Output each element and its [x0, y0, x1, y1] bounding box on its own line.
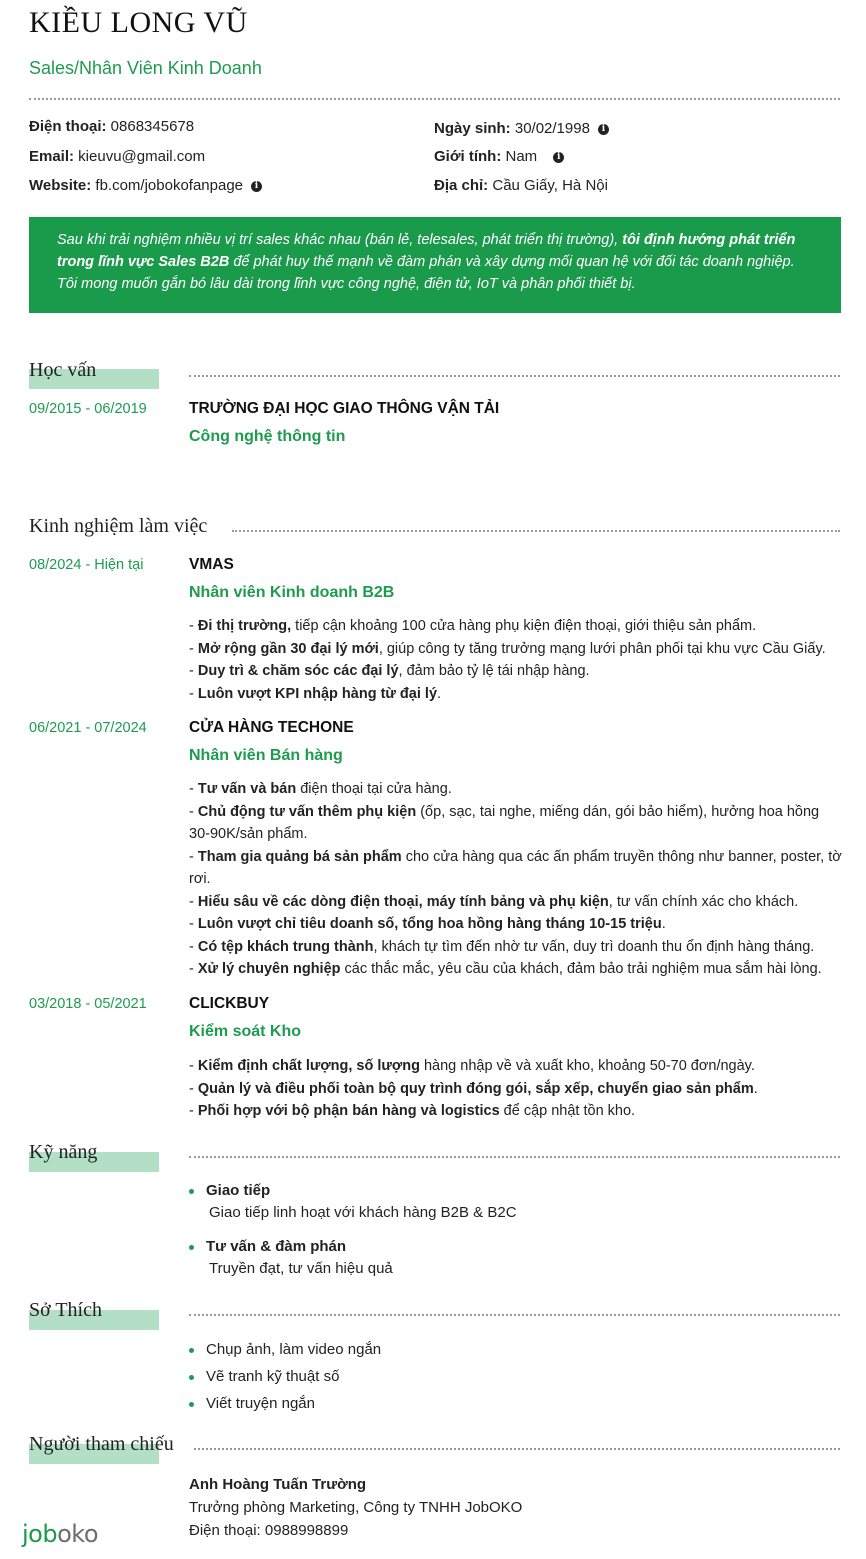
experience-bullets	[189, 615, 844, 705]
phone-info	[29, 118, 194, 135]
section-divider	[189, 1156, 840, 1158]
school-name: TRƯỜNG ĐẠI HỌC GIAO THÔNG VẬN TẢI	[189, 400, 500, 417]
email-info	[29, 148, 205, 165]
gender-info	[434, 148, 564, 165]
experience-date: 03/2018 - 05/2021	[29, 996, 147, 1012]
info-icon[interactable]: i	[553, 152, 564, 163]
summary-text: Sau khi trải nghiệm nhiều vị trí sales khác nhau (bán lẻ, telesales, phát triển thị trường),	[57, 232, 623, 248]
company-name: CỬA HÀNG TECHONE	[189, 719, 354, 736]
summary-highlight: tôi định hướng phát triển trong lĩnh vực Sales B2B	[57, 232, 796, 270]
section-title-references: Người tham chiếu	[29, 1433, 174, 1455]
job-role: Kiểm soát Kho	[189, 1023, 302, 1040]
experience-bullets	[189, 778, 844, 981]
gender-value: Nam	[501, 148, 538, 165]
reference-phone: Điện thoại: 0988998899	[189, 1522, 349, 1539]
major: Công nghệ thông tin	[189, 428, 346, 445]
gender-label: Giới tính:	[434, 148, 502, 165]
job-role: Nhân viên Kinh doanh B2B	[189, 584, 395, 601]
section-title-skills: Kỹ năng	[29, 1141, 98, 1163]
reference-position: Trưởng phòng Marketing, Công ty TNHH JobOKO	[189, 1499, 523, 1516]
hobby-item: Chụp ảnh, làm video ngắn	[189, 1341, 381, 1358]
bullet-dot	[189, 1245, 194, 1250]
website-info	[29, 177, 262, 194]
section-title-experience: Kinh nghiệm làm việc	[29, 515, 208, 537]
summary-text-end: để phát huy thế mạnh về đàm phán và xây dựng mối quan hệ với đối tác doanh nghiệp. Tôi mong muốn gắn bó lâu dài trong lĩnh vực công nghệ, điện tử, IoT và phân phối thiết bị.	[57, 254, 795, 292]
website-value: fb.com/jobokofanpage	[91, 177, 244, 194]
section-title-hobbies: Sở Thích	[29, 1299, 102, 1321]
company-name: CLICKBUY	[189, 995, 270, 1012]
website-label: Website:	[29, 177, 92, 194]
address-info	[434, 177, 608, 194]
address-label: Địa chỉ:	[434, 177, 489, 194]
list-item: - Duy trì & chăm sóc các đại lý, đảm bảo tỷ lệ tái nhập hàng.	[189, 663, 590, 679]
candidate-name: KIỀU LONG VŨ	[29, 6, 248, 39]
list-item: - Đi thị trường, tiếp cận khoảng 100 cửa hàng phụ kiện điện thoại, giới thiệu sản phẩm.	[189, 618, 757, 634]
company-name: VMAS	[189, 556, 234, 573]
job-role: Nhân viên Bán hàng	[189, 747, 343, 764]
header-divider	[29, 98, 840, 100]
info-icon[interactable]: i	[598, 124, 609, 135]
list-item: - Tư vấn và bán điện thoại tại cửa hàng.	[189, 781, 452, 797]
experience-date: 08/2024 - Hiện tại	[29, 557, 144, 573]
reference-name: Anh Hoàng Tuấn Trường	[189, 1476, 367, 1493]
section-divider	[194, 1448, 840, 1450]
list-item: - Hiểu sâu về các dòng điện thoại, máy tính bảng và phụ kiện, tư vấn chính xác cho khách.	[189, 893, 799, 910]
reference-block	[189, 1473, 522, 1542]
experience-bullets	[189, 1055, 844, 1123]
hobby-item: Vẽ tranh kỹ thuật số	[189, 1368, 339, 1385]
dob-value: 30/02/1998	[510, 120, 590, 137]
skill-description: Truyền đạt, tư vấn hiệu quả	[209, 1260, 393, 1277]
dob-label: Ngày sinh:	[434, 120, 511, 137]
joboko-logo: joboko	[22, 1520, 99, 1548]
list-item: - Luôn vượt chỉ tiêu doanh số, tổng hoa hồng hàng tháng 10-15 triệu.	[189, 916, 666, 932]
list-item: - Quản lý và điều phối toàn bộ quy trình đóng gói, sắp xếp, chuyển giao sản phẩm.	[189, 1080, 758, 1097]
bullet-dot	[189, 1348, 194, 1353]
career-summary	[29, 217, 841, 313]
bullet-dot	[189, 1189, 194, 1194]
phone-value: 0868345678	[106, 118, 195, 135]
list-item: - Phối hợp với bộ phận bán hàng và logistics để cập nhật tồn kho.	[189, 1103, 636, 1119]
address-value: Cầu Giấy, Hà Nội	[488, 177, 608, 194]
experience-date: 06/2021 - 07/2024	[29, 720, 147, 736]
section-divider	[189, 375, 840, 377]
skill-name: Tư vấn & đàm phán	[206, 1238, 347, 1255]
list-item: - Luôn vượt KPI nhập hàng từ đại lý.	[189, 685, 442, 702]
bullet-dot	[189, 1375, 194, 1380]
list-item: - Xử lý chuyên nghiệp các thắc mắc, yêu cầu của khách, đảm bảo trải nghiệm mua sắm hài lòng.	[189, 961, 822, 977]
dob-info	[434, 120, 609, 137]
skill-description: Giao tiếp linh hoạt với khách hàng B2B & B2C	[209, 1204, 517, 1221]
info-icon[interactable]: i	[251, 181, 262, 192]
section-divider	[232, 530, 840, 532]
skill-name: Giao tiếp	[206, 1182, 271, 1199]
bullet-dot	[189, 1402, 194, 1407]
skill-item	[189, 1238, 393, 1277]
list-item: - Có tệp khách trung thành, khách tự tìm đến nhờ tư vấn, duy trì doanh thu ổn định hàng tháng.	[189, 938, 815, 955]
education-date: 09/2015 - 06/2019	[29, 401, 147, 417]
section-divider	[189, 1314, 840, 1316]
email-label: Email:	[29, 148, 75, 165]
hobby-item: Viết truyện ngắn	[189, 1395, 315, 1412]
phone-label: Điện thoại:	[29, 118, 107, 135]
email-value: kieuvu@gmail.com	[74, 148, 206, 165]
section-title-education: Học vấn	[29, 359, 97, 381]
skill-item	[189, 1182, 517, 1221]
list-item: - Tham gia quảng bá sản phẩm cho cửa hàng qua các ấn phẩm truyền thông như banner, poster, tờ rơi.	[189, 848, 842, 887]
job-title: Sales/Nhân Viên Kinh Doanh	[29, 58, 262, 78]
list-item: - Chủ động tư vấn thêm phụ kiện (ốp, sạc, tai nghe, miếng dán, gói bảo hiểm), hưởng hoa hồng 30-90K/sản phẩm.	[189, 803, 820, 842]
list-item: - Kiểm định chất lượng, số lượng hàng nhập về và xuất kho, khoảng 50-70 đơn/ngày.	[189, 1058, 755, 1074]
list-item: - Mở rộng gần 30 đại lý mới, giúp công ty tăng trưởng mạng lưới phân phối tại khu vực Cầu Giấy.	[189, 640, 826, 657]
